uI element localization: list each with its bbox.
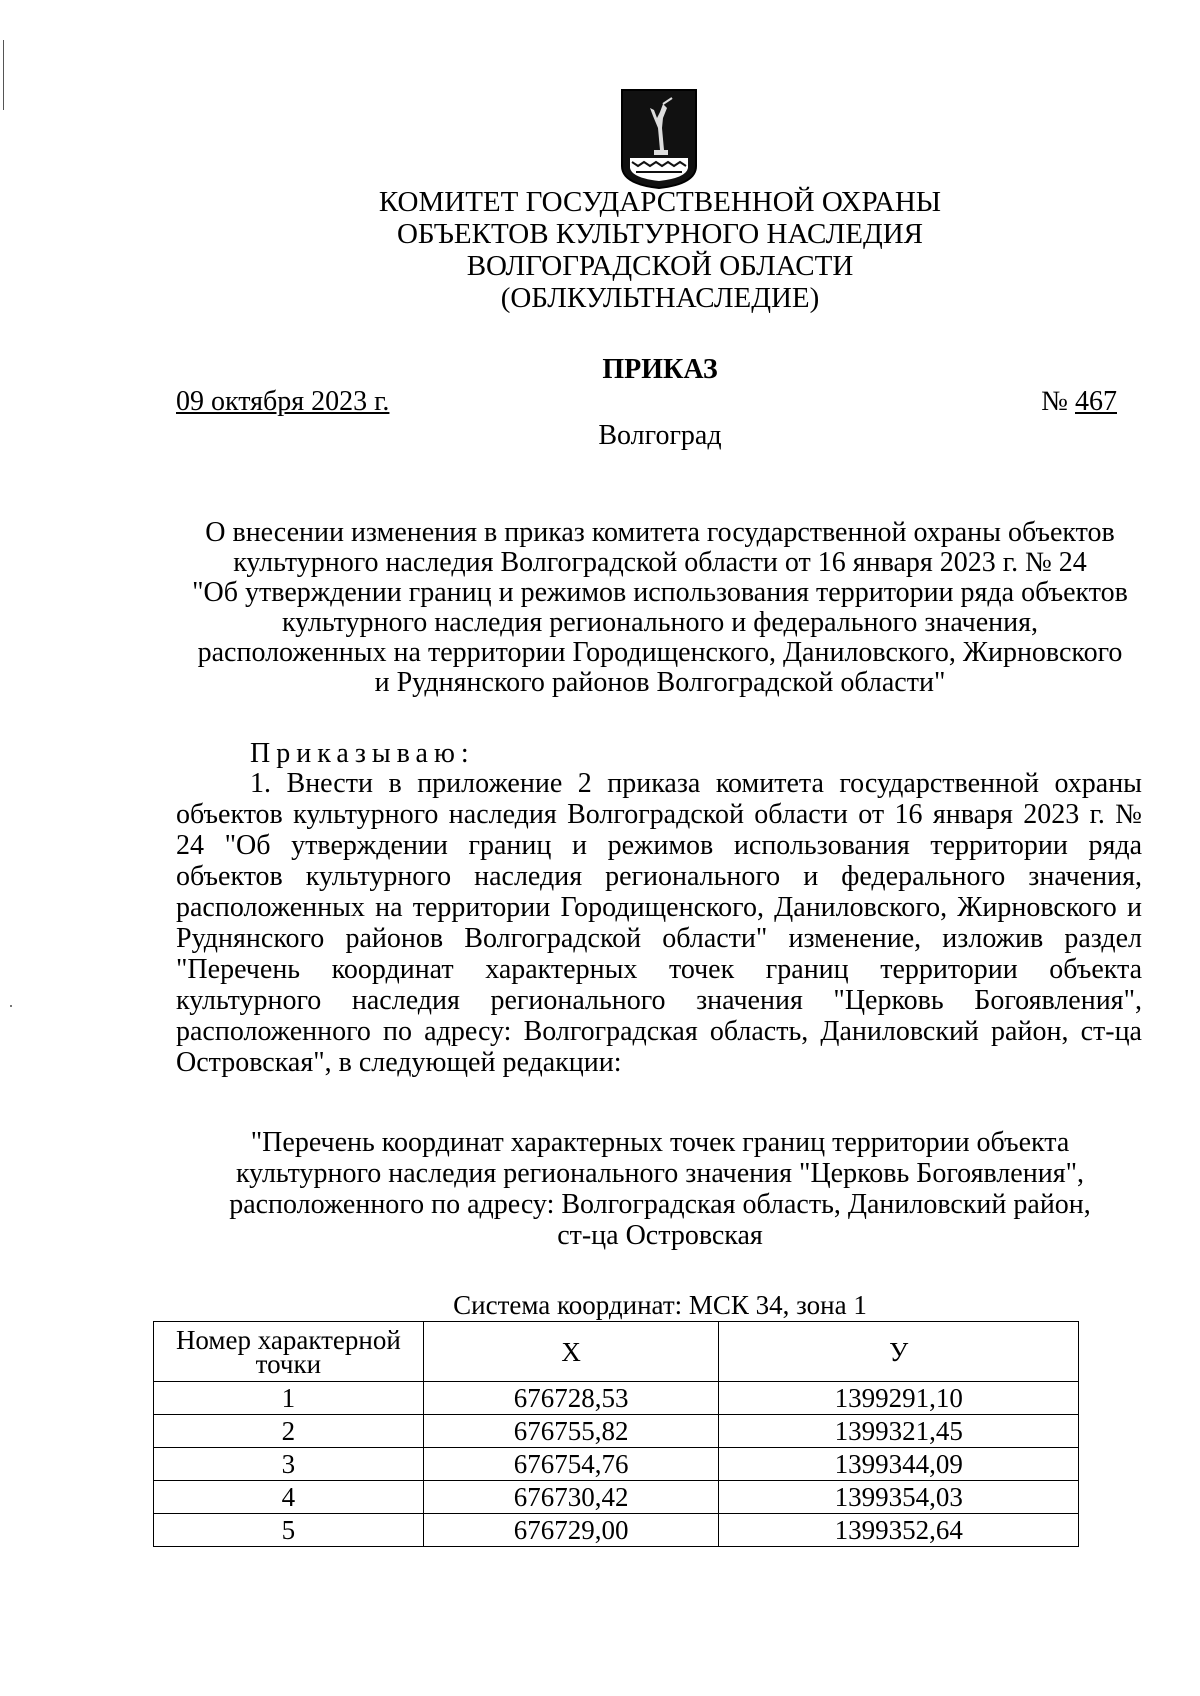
subject-line: "Об утверждении границ и режимов использования территории ряда объектов (192, 577, 1128, 608)
document-subject (180, 518, 1140, 698)
x-coordinate-cell: 676728,53 (423, 1382, 719, 1415)
organization-line: КОМИТЕТ ГОСУДАРСТВЕННОЙ ОХРАНЫ (378, 186, 942, 218)
y-coordinate-cell: 1399352,64 (719, 1514, 1079, 1547)
x-coordinate-cell: 676754,76 (423, 1448, 719, 1481)
point-number-cell: 4 (154, 1481, 424, 1514)
document-date: 09 октября 2023 г. (176, 386, 390, 417)
organization-line: ОБЪЕКТОВ КУЛЬТУРНОГО НАСЛЕДИЯ (396, 218, 924, 250)
number-value: 467 (1075, 386, 1117, 417)
organization-name (0, 186, 1200, 314)
number-prefix: № (1041, 386, 1075, 417)
y-coordinate-cell: 1399344,09 (719, 1448, 1079, 1481)
point-number-cell: 2 (154, 1415, 424, 1448)
coordinates-table (153, 1321, 1079, 1547)
table-row (154, 1382, 1079, 1415)
body-paragraph: 1. Внести в приложение 2 приказа комитета государственной охраны объектов культурного наследия Волгоградской области от 16 января 2023 г. № 24 "Об утверждении границ и режимов использования территории ряда объектов культурного наследия регионального и федерального значения, расположенных на территории Городищенского, Даниловского, Жирновского и Руднянского районов Волгоградской области" изменение, изложив раздел "Перечень координат характерных точек границ территории объекта культурного наследия регионального значения "Церковь Богоявления", расположенного по адресу: Волгоградская область, Даниловский район, ст-ца Островская", в следующей редакции: (176, 768, 1142, 1078)
document-title: ПРИКАЗ (602, 354, 718, 385)
table-row (154, 1514, 1079, 1547)
y-coordinate-cell: 1399354,03 (719, 1481, 1079, 1514)
section-title-line: "Перечень координат характерных точек границ территории объекта (250, 1127, 1070, 1158)
point-number-cell: 5 (154, 1514, 424, 1547)
order-word: Приказываю: (250, 738, 475, 769)
organization-line: ВОЛГОГРАДСКОЙ ОБЛАСТИ (466, 250, 854, 282)
point-number-cell: 3 (154, 1448, 424, 1481)
point-number-cell: 1 (154, 1382, 424, 1415)
subject-line: и Руднянского районов Волгоградской области" (374, 667, 946, 698)
x-coordinate-cell: 676755,82 (423, 1415, 719, 1448)
subject-line: культурного наследия Волгоградской области от 16 января 2023 г. № 24 (233, 547, 1087, 578)
x-coordinate-cell: 676729,00 (423, 1514, 719, 1547)
table-row (154, 1448, 1079, 1481)
section-title-line: культурного наследия регионального значения "Церковь Богоявления", (235, 1158, 1085, 1189)
y-coordinate-cell: 1399321,45 (719, 1415, 1079, 1448)
column-header-x: X (423, 1322, 719, 1382)
column-header-y: У (719, 1322, 1079, 1382)
coat-of-arms-icon (620, 88, 698, 190)
table-row (154, 1481, 1079, 1514)
column-header-point-number: Номер характерной точки (154, 1322, 424, 1382)
section-title-line: ст-ца Островская (557, 1220, 763, 1251)
table-row (154, 1415, 1079, 1448)
coordinate-system-caption: Система координат: МСК 34, зона 1 (453, 1290, 867, 1320)
y-coordinate-cell: 1399291,10 (719, 1382, 1079, 1415)
scan-artifact-line (3, 40, 4, 110)
x-coordinate-cell: 676730,42 (423, 1481, 719, 1514)
subject-line: расположенных на территории Городищенского, Даниловского, Жирновского (197, 637, 1123, 668)
scan-artifact-dot (10, 1005, 12, 1007)
subject-line: О внесении изменения в приказ комитета государственной охраны объектов (205, 517, 1115, 548)
document-number (1041, 386, 1117, 418)
document-city: Волгоград (598, 420, 722, 451)
table-header-row (154, 1322, 1079, 1382)
coordinates-section-title (190, 1127, 1130, 1251)
organization-line: (ОБЛКУЛЬТНАСЛЕДИЕ) (500, 282, 820, 314)
subject-line: культурного наследия регионального и федерального значения, (281, 607, 1039, 638)
section-title-line: расположенного по адресу: Волгоградская область, Даниловский район, (229, 1189, 1091, 1220)
